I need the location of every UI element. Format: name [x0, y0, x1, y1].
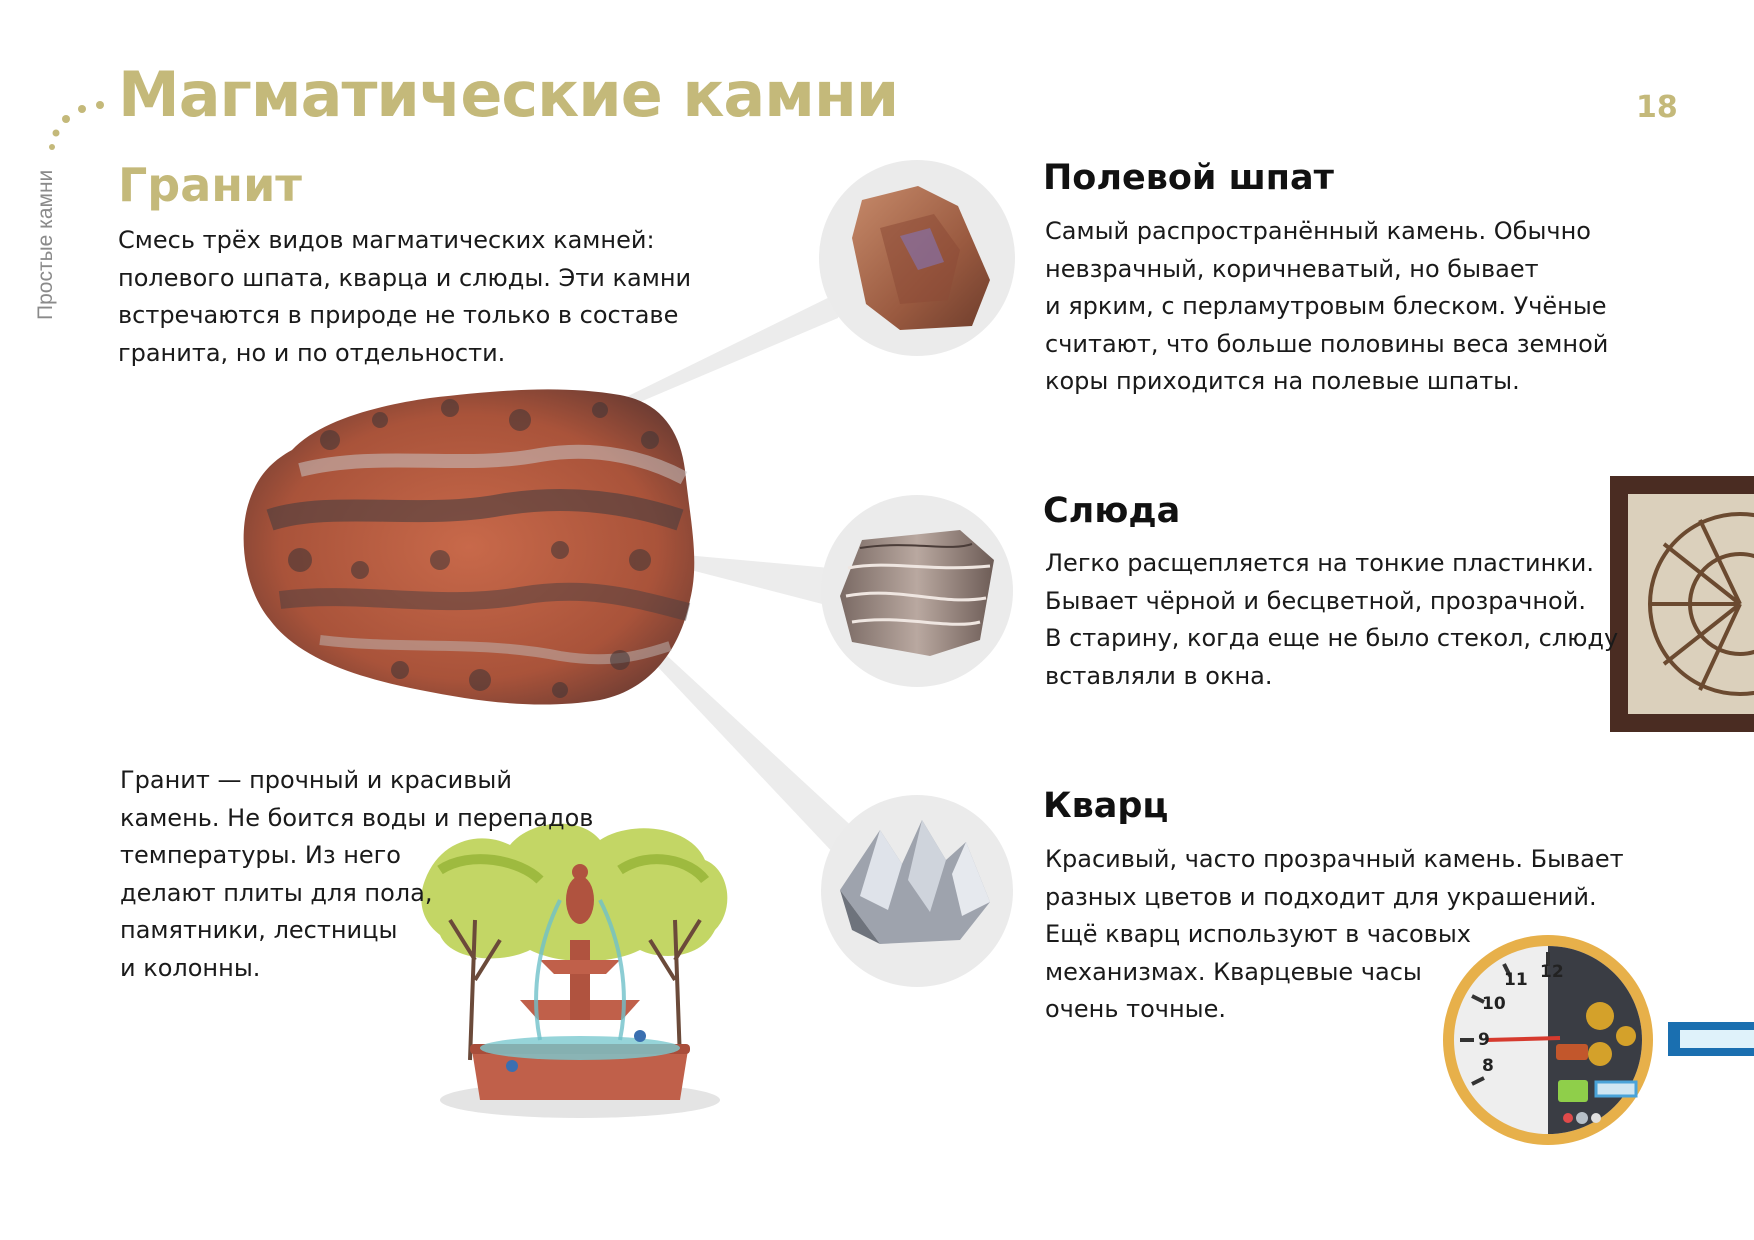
mica-title: Слюда [1043, 491, 1181, 531]
granite-rock-icon [244, 389, 695, 704]
feldspar-line: Самый распространённый камень. Обычно [1045, 217, 1591, 245]
mica-line: вставляли в окна. [1045, 661, 1273, 690]
granite-uses-line: памятники, лестницы [120, 916, 398, 944]
feldspar-title: Полевой шпат [1043, 158, 1334, 198]
granite-intro-line: полевого шпата, кварца и слюды. Эти камни [118, 263, 692, 292]
granite-uses [120, 762, 593, 987]
quartz-line: разных цветов и подходит для украшений. [1045, 882, 1597, 911]
feldspar-line: считают, что больше половины веса земной [1045, 329, 1609, 358]
feldspar-line: невзрачный, коричневатый, но бывает [1045, 254, 1539, 283]
granite-intro-line: встречаются в природе не только в составе [118, 301, 679, 329]
quartz-line: Красивый, часто прозрачный камень. Бывает [1045, 845, 1624, 873]
mica-window-icon [1610, 476, 1754, 732]
granite-uses-line: Гранит — прочный и красивый [120, 766, 512, 794]
mica-stone-icon [840, 530, 994, 656]
granite-intro-line: гранита, но и по отдельности. [118, 338, 506, 367]
clock-number-12: 12 [1540, 962, 1564, 982]
decorative-dots [40, 85, 130, 165]
clock-number-9: 9 [1478, 1030, 1490, 1050]
granite-title: Гранит [118, 158, 302, 212]
quartz-text [1045, 841, 1624, 1029]
clock-number-10: 10 [1482, 994, 1506, 1014]
quartz-pointer [640, 640, 858, 858]
granite-uses-line: температуры. Из него [120, 841, 401, 869]
clock-number-11: 11 [1504, 970, 1528, 990]
feldspar-text [1045, 213, 1608, 401]
feldspar-line: и ярким, с перламутровым блеском. Учёные [1045, 292, 1607, 320]
granite-uses-line: и колонны. [120, 953, 261, 982]
granite-uses-line: делают плиты для пола, [120, 878, 433, 907]
granite-intro [118, 222, 691, 372]
quartz-title: Кварц [1043, 786, 1169, 826]
granite-intro-line: Смесь трёх видов магматических камней: [118, 226, 655, 254]
mica-text [1045, 545, 1618, 695]
quartz-line: Ещё кварц используют в часовых [1045, 920, 1471, 948]
clock-number-8: 8 [1482, 1056, 1494, 1076]
page-title: Магматические камни [118, 58, 899, 131]
quartz-line: очень точные. [1045, 995, 1226, 1023]
feldspar-line: коры приходится на полевые шпаты. [1045, 367, 1520, 395]
mica-line: В старину, когда еще не было стекол, слюду [1045, 624, 1619, 652]
mica-line: Бывает чёрной и бесцветной, прозрачной. [1045, 586, 1586, 615]
page-number: 18 [1636, 90, 1678, 125]
quartz-line: механизмах. Кварцевые часы [1045, 957, 1422, 986]
section-side-label: Простые камни [34, 169, 57, 320]
mica-line: Легко расщепляется на тонкие пластинки. [1045, 549, 1595, 577]
granite-uses-line: камень. Не боится воды и перепадов [120, 803, 594, 832]
